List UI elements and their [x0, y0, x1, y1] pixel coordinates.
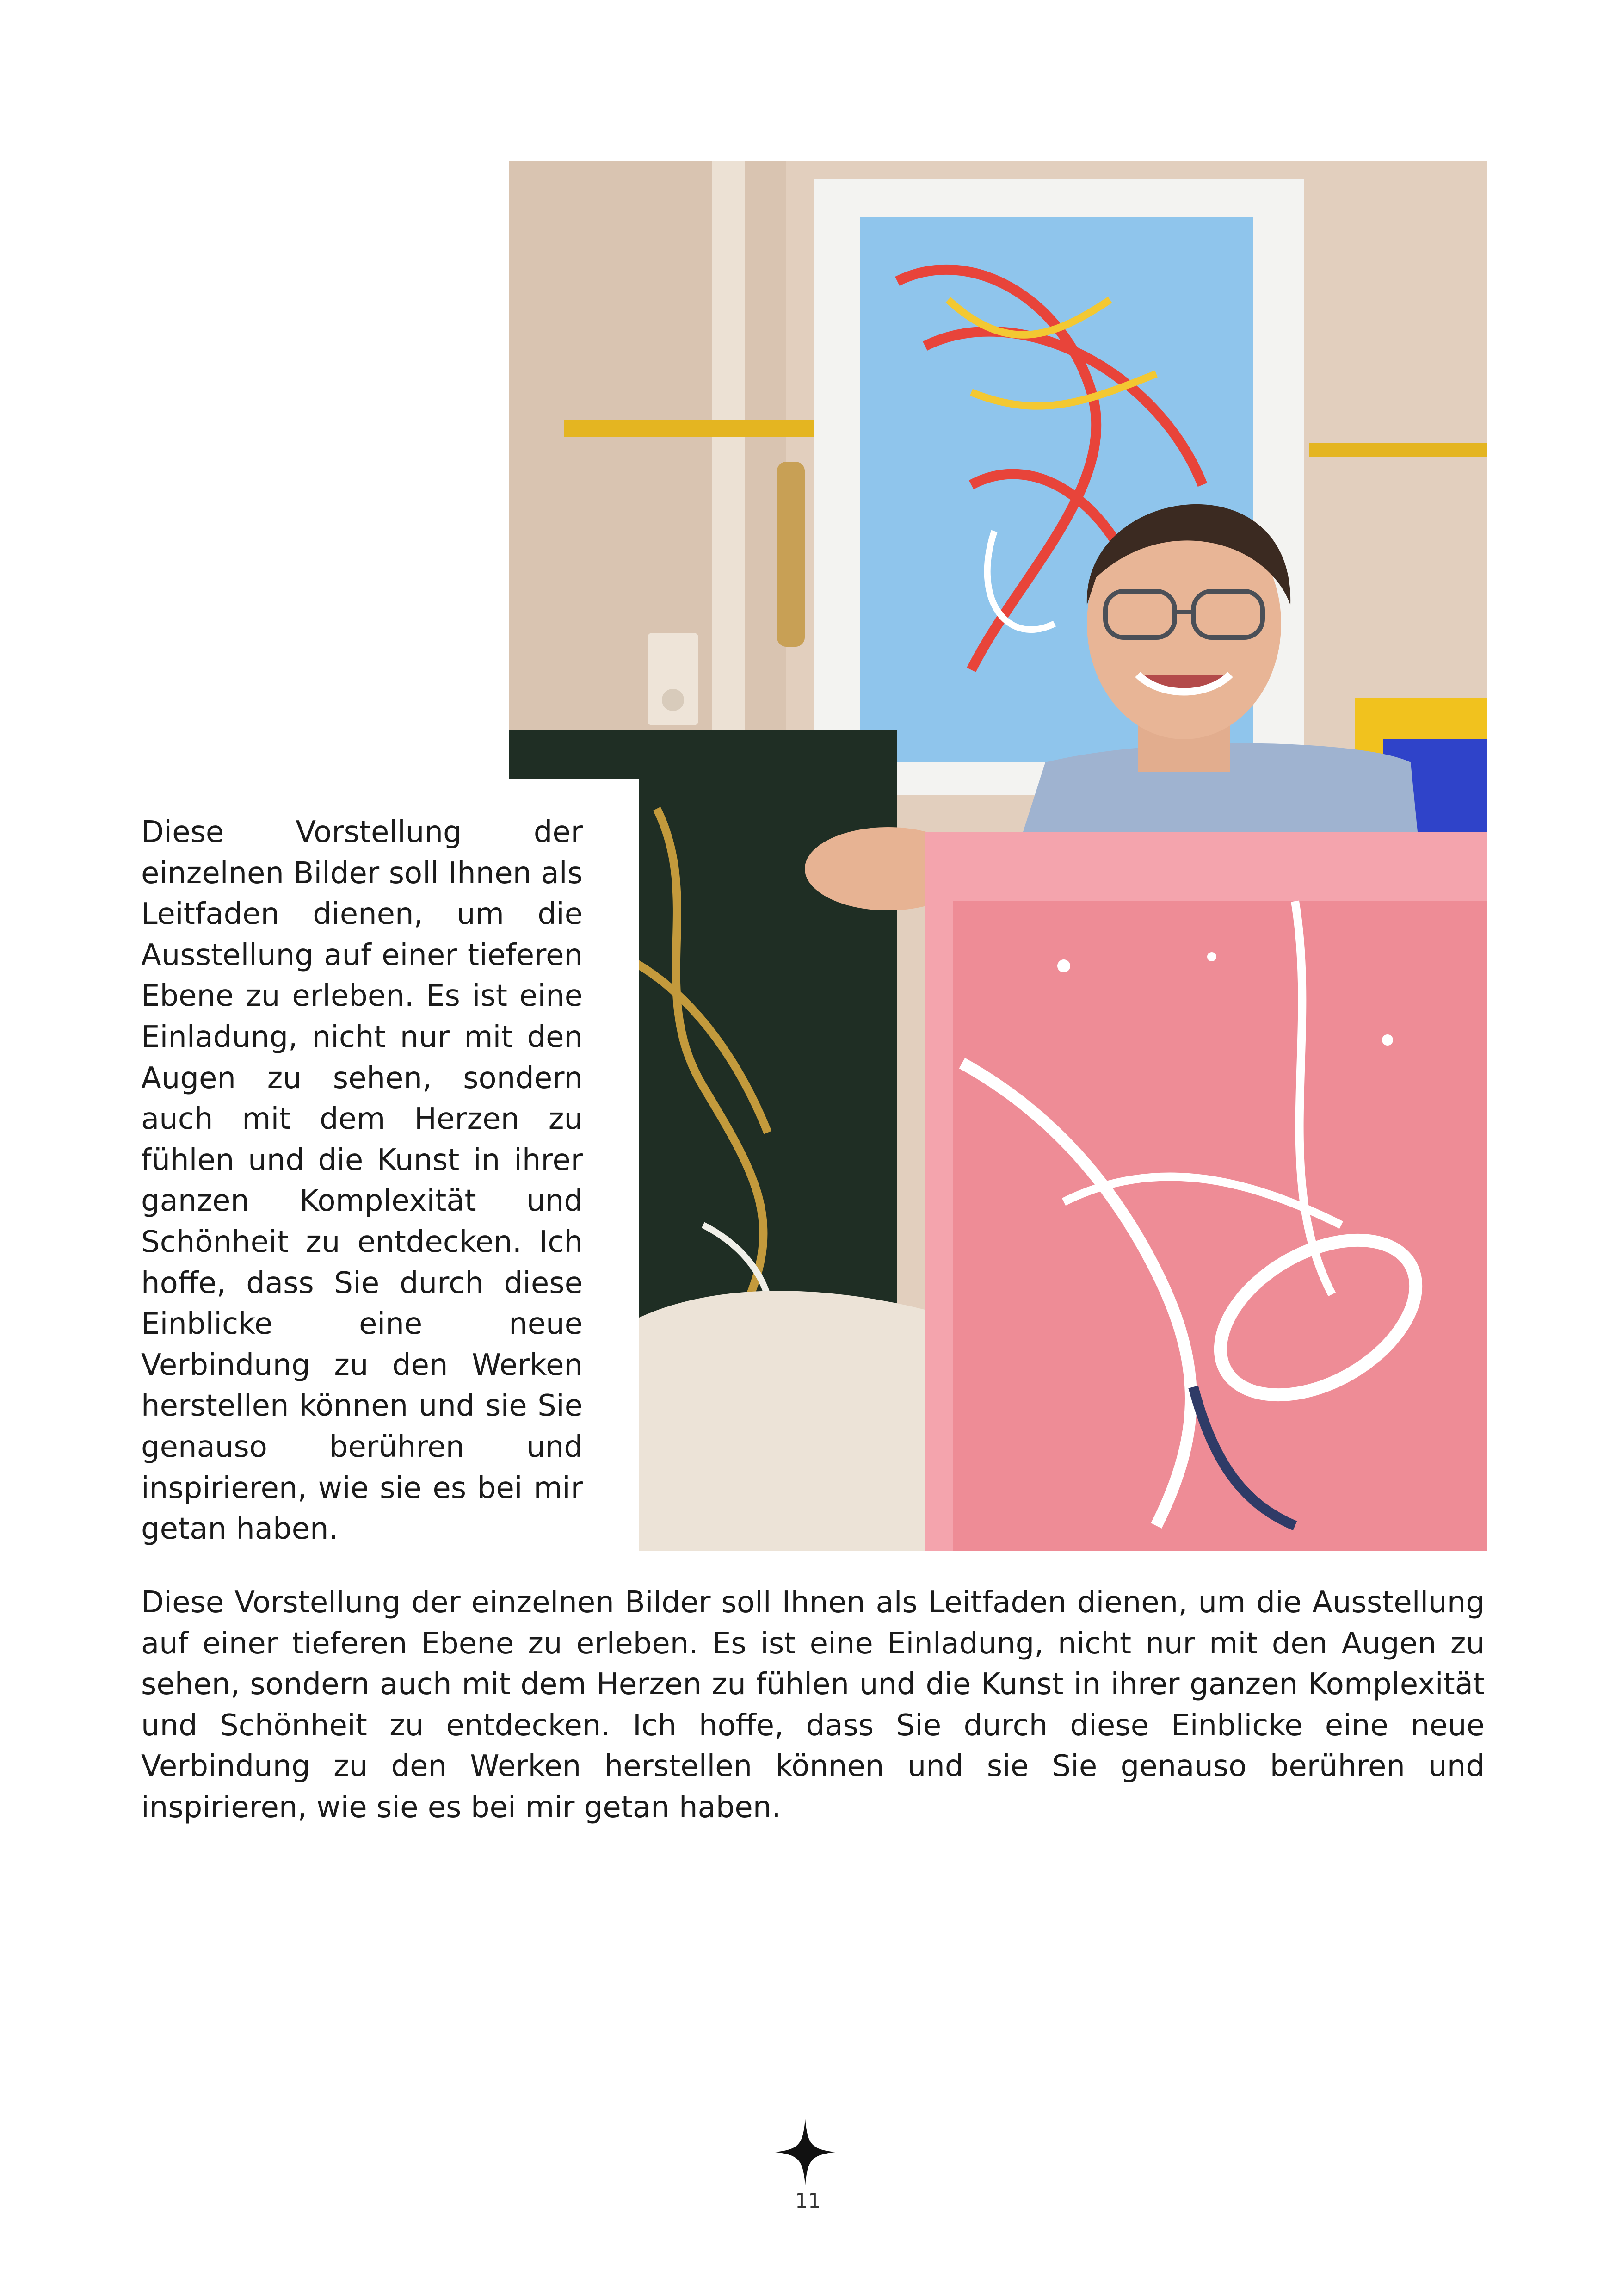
side-paragraph: Diese Vorstellung der einzelnen Bilder soll Ihnen als Leitfaden dienen, um die Ausstellung auf einer tieferen Ebene zu erleben. Es ist eine Einladung, nicht nur mit den Augen zu sehen, sondern auch mit dem Herzen zu fühlen und die Kunst in ihrer ganzen Komplexität und Schönheit zu entdecken. Ich hoffe, dass Sie durch diese Einblicke eine neue Verbindung zu den Werken herstellen können und sie Sie genauso berühren und inspirieren, wie sie es bei mir getan haben. — [141, 815, 583, 1547]
page-number: 11 — [795, 2189, 821, 2213]
artist-with-paintings-image — [509, 161, 1487, 1551]
artist-photo — [509, 161, 1487, 1551]
bottom-paragraph: Diese Vorstellung der einzelnen Bilder soll Ihnen als Leitfaden dienen, um die Ausstellung auf einer tieferen Ebene zu erleben. Es ist eine Einladung, nicht nur mit den Augen zu sehen, sondern auch mit dem Herzen zu fühlen und die Kunst in ihrer ganzen Komplexität und Schönheit zu entdecken. Ich hoffe, dass Sie durch diese Einblicke eine neue Verbindung zu den Werken herstellen können und sie Sie genauso berühren und inspirieren, wie sie es bei mir getan haben. — [141, 1585, 1485, 1825]
four-point-star-icon — [775, 2119, 835, 2185]
